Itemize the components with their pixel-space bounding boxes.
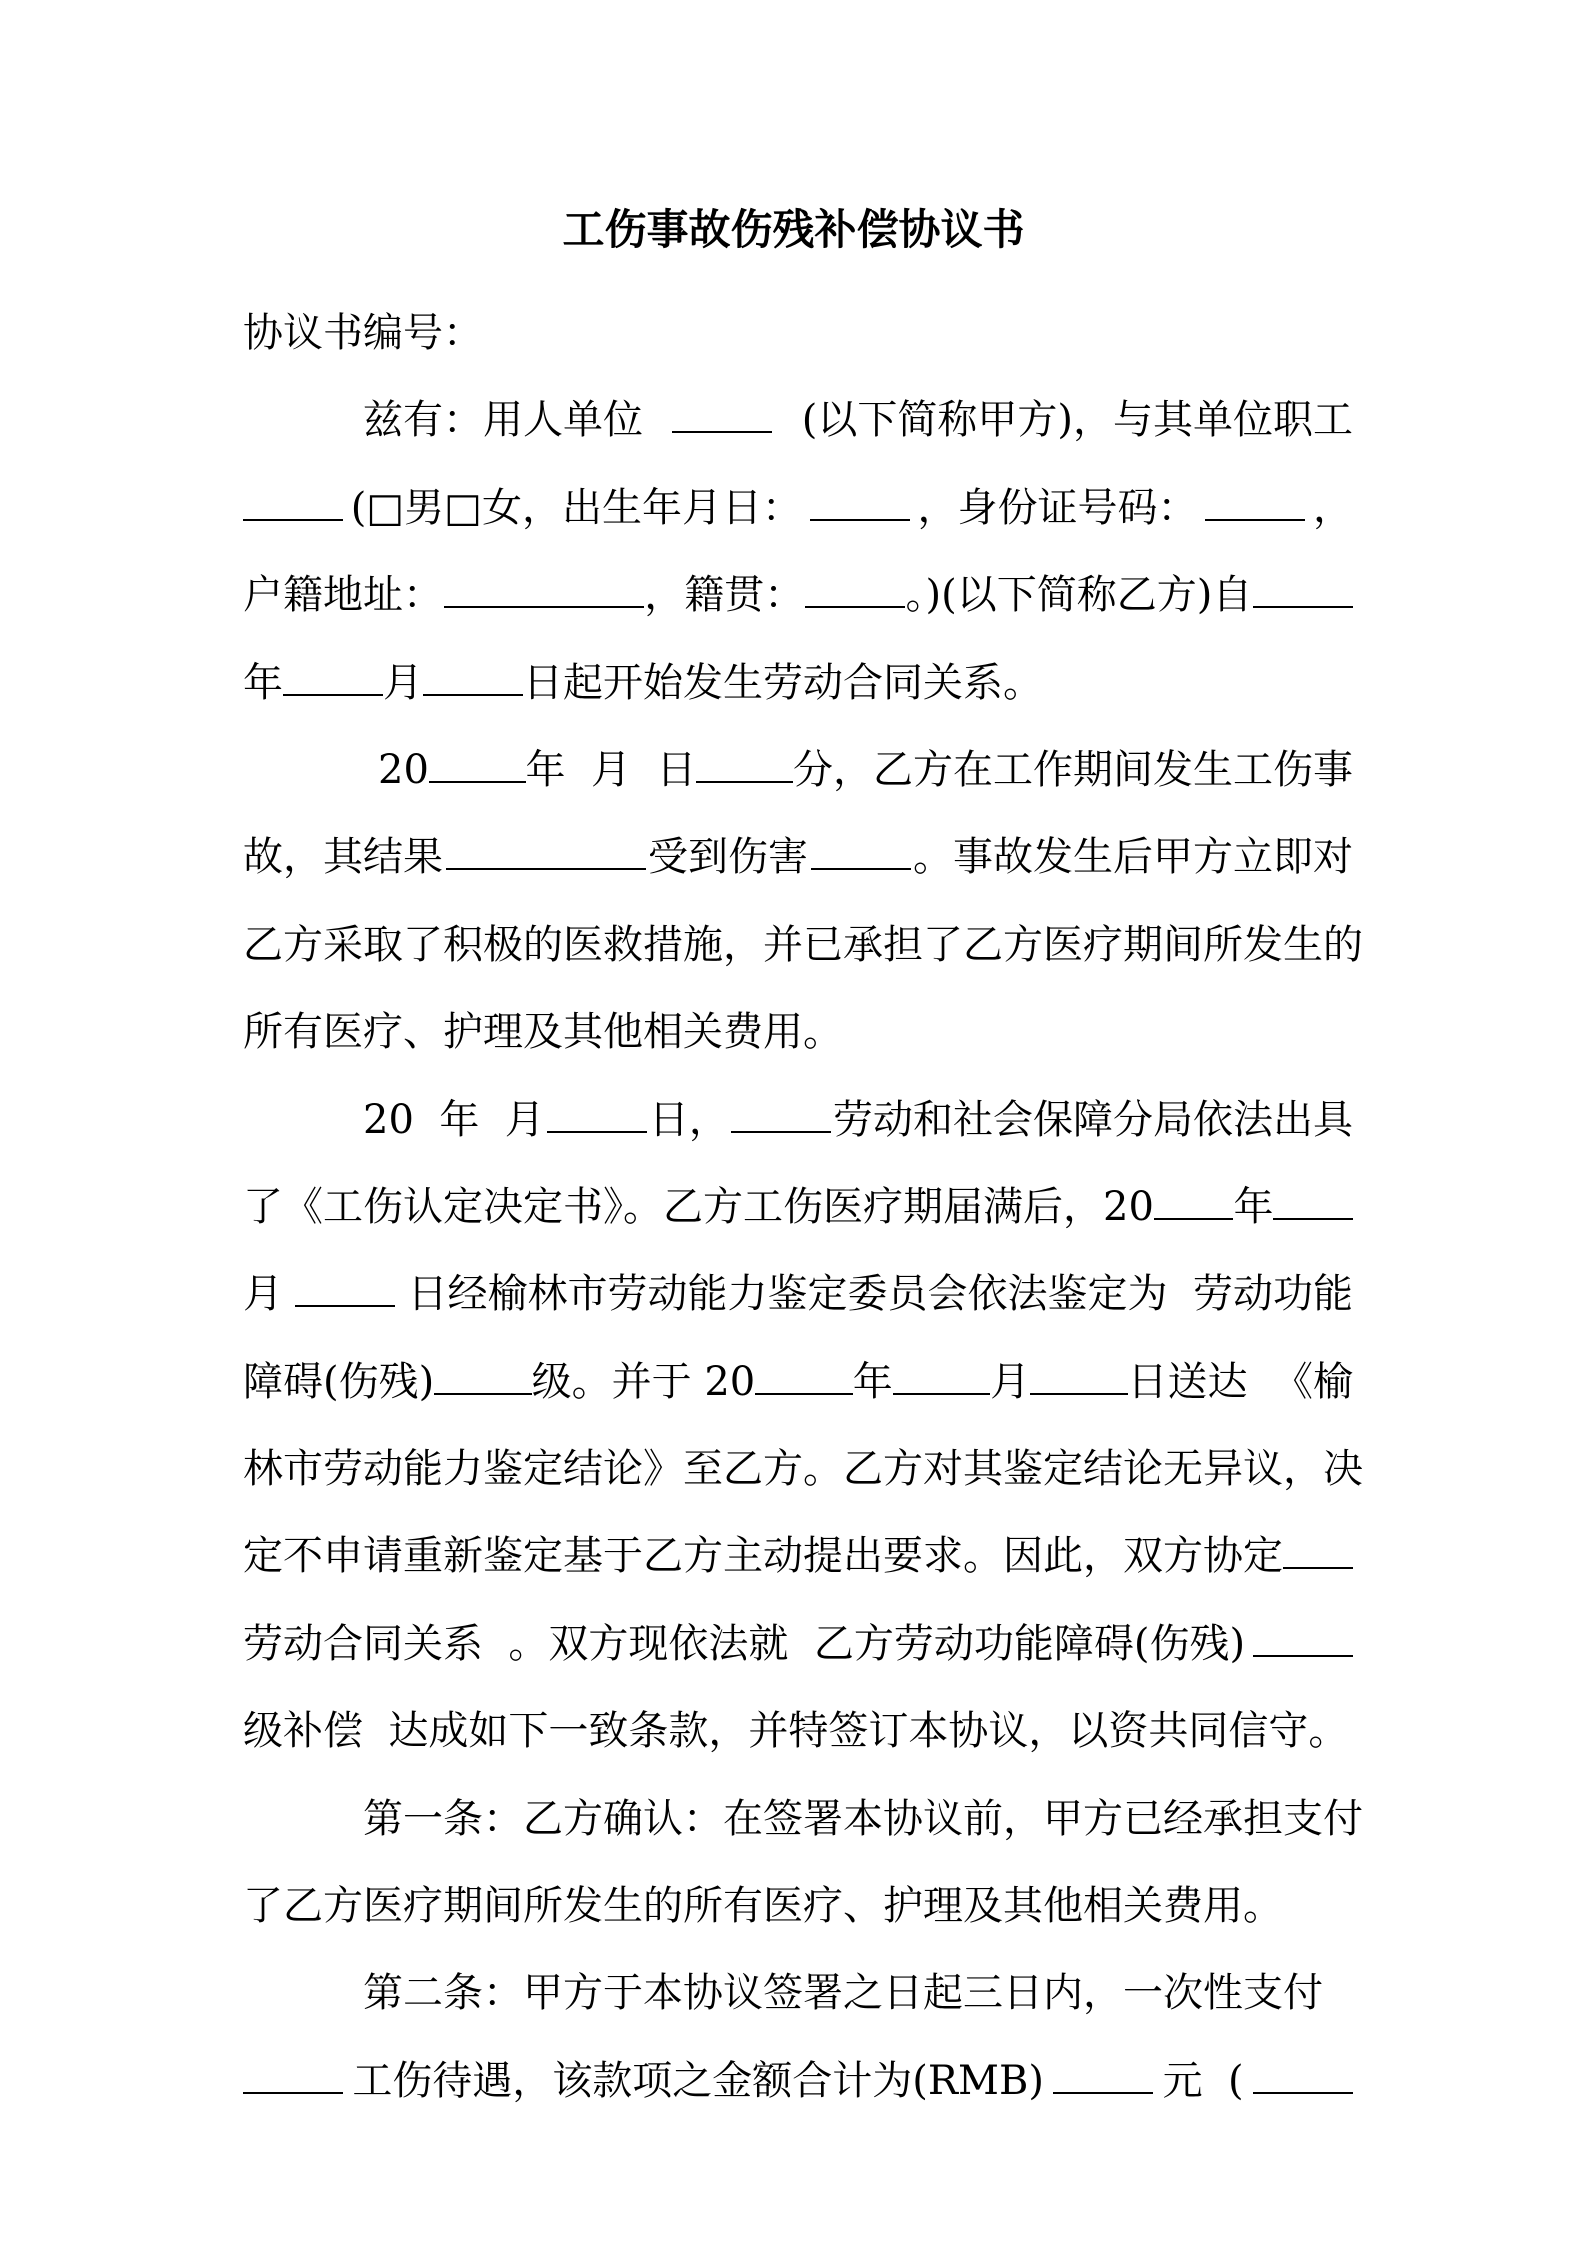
line-5: [243, 727, 1353, 814]
line-1: [243, 377, 1353, 464]
text-segment: 了《工伤认定决定书》。乙方工伤医疗期届满后，20: [243, 1183, 1154, 1230]
text-segment: 级补偿 达成如下一致条款，并特签订本协议，以资共同信守。: [243, 1708, 1349, 1755]
document-body: [243, 290, 1363, 2125]
text-segment: 兹有：用人单位: [363, 397, 643, 444]
blank-appraisal-year: [1154, 1188, 1234, 1220]
blank-start-day: [423, 664, 523, 696]
blank-amount: [1053, 2062, 1153, 2094]
blank-appraisal-month: [1273, 1188, 1353, 1220]
blank-start-month: [283, 664, 383, 696]
line-3: [243, 552, 1353, 639]
blank-compensation-level: [1253, 1625, 1353, 1657]
text-segment: ，籍贯：: [644, 572, 805, 619]
blank-employee-name: [243, 489, 343, 521]
line-13: [243, 1426, 1363, 1513]
text-segment: 了乙方医疗期间所发生的所有医疗、护理及其他相关费用。: [243, 1883, 1283, 1930]
blank-start-year: [1253, 576, 1353, 608]
text-segment: 。)(以下简称乙方)自: [905, 572, 1253, 619]
text-segment: 月: [383, 659, 423, 706]
blank-benefit-type: [243, 2062, 343, 2094]
text-segment: 户籍地址：: [243, 572, 443, 619]
line-4: [243, 640, 1353, 727]
text-segment: 故，其结果: [243, 834, 443, 881]
text-segment: 工伤待遇，该款项之金额合计为(RMB): [352, 2057, 1044, 2104]
line-11: [243, 1251, 1353, 1338]
line-10: [243, 1164, 1353, 1251]
text-segment: (以下简称甲方)，与其单位职工: [801, 397, 1353, 444]
line-12: [243, 1339, 1353, 1426]
line-9: [243, 1077, 1353, 1164]
text-segment: 定不申请重新鉴定基于乙方主动提出要求。因此，双方协定: [243, 1533, 1283, 1580]
blank-delivery-month: [893, 1363, 990, 1395]
text-segment: 月: [990, 1358, 1031, 1405]
text-segment: 日送达 《榆: [1127, 1358, 1353, 1405]
text-segment: 日经榆林市劳动能力鉴定委员会依法鉴定为 劳动功能: [407, 1271, 1353, 1318]
blank-accident-time: [696, 751, 793, 783]
text-segment: 。事故发生后甲方立即对: [913, 834, 1353, 881]
line-agreement-number: [243, 290, 1353, 377]
line-8: [243, 989, 1353, 1076]
line-16: [243, 1688, 1353, 1775]
blank-employer: [672, 401, 772, 433]
text-segment: 年: [243, 659, 283, 706]
text-segment: 乙方采取了积极的医救措施，并已承担了乙方医疗期间所发生的: [243, 921, 1363, 968]
blank-recognition-day: [547, 1101, 647, 1133]
text-segment: 所有医疗、护理及其他相关费用。: [243, 1009, 843, 1056]
document-title: 工伤事故伤残补偿协议书: [562, 205, 1025, 254]
text-segment: 月: [243, 1271, 283, 1318]
blank-bureau: [731, 1101, 831, 1133]
text-segment: 日，: [648, 1096, 729, 1143]
blank-accident-year: [429, 751, 526, 783]
text-segment: (□男□女，出生年月日：: [350, 484, 802, 531]
text-segment: ，身份证号码：: [917, 484, 1198, 531]
text-segment: ，: [1312, 484, 1353, 531]
text-segment: 分，乙方在工作期间发生工伤事: [792, 746, 1353, 793]
blank-contract-action: [1283, 1537, 1353, 1569]
text-segment: 年: [1233, 1183, 1274, 1230]
line-6: [243, 814, 1353, 901]
line-15: [243, 1601, 1353, 1688]
text-segment: 20: [378, 746, 429, 793]
text-segment: 第二条：甲方于本协议签署之日起三日内，一次性支付: [363, 1970, 1323, 2017]
line-17: [243, 1776, 1363, 1863]
text-segment: 受到伤害: [648, 834, 808, 881]
text-segment: 劳动合同关系 。双方现依法就 乙方劳动功能障碍(伤残): [243, 1620, 1246, 1667]
line-19: [243, 1950, 1353, 2037]
line-20: [243, 2038, 1353, 2125]
text-segment: 第一条：乙方确认：在签署本协议前，甲方已经承担支付: [363, 1795, 1363, 1842]
blank-injury: [811, 838, 911, 870]
blank-address: [444, 576, 644, 608]
text-segment: 协议书编号：: [243, 310, 483, 356]
text-segment: 级。并于 20: [531, 1358, 756, 1405]
text-segment: 劳动和社会保障分局依法出具: [832, 1096, 1353, 1143]
blank-native-place: [805, 576, 905, 608]
line-14: [243, 1513, 1353, 1600]
blank-appraisal-day: [295, 1275, 395, 1307]
text-segment: 年: [852, 1358, 893, 1405]
blank-birth-date: [810, 489, 910, 521]
blank-id-number: [1205, 489, 1305, 521]
line-7: [243, 902, 1363, 989]
text-segment: 元 (: [1162, 2057, 1244, 2104]
line-18: [243, 1863, 1353, 1950]
text-segment: 林市劳动能力鉴定结论》至乙方。乙方对其鉴定结论无异议，决: [243, 1446, 1363, 1493]
blank-amount-uppercase: [1253, 2062, 1353, 2094]
blank-delivery-year: [755, 1363, 852, 1395]
text-segment: 障碍(伤残): [243, 1358, 435, 1405]
text-segment: 日起开始发生劳动合同关系。: [523, 659, 1043, 706]
blank-disability-level: [434, 1363, 531, 1395]
blank-delivery-day: [1030, 1363, 1127, 1395]
text-segment: 年 月 日: [525, 746, 697, 793]
blank-result: [446, 838, 646, 870]
text-segment: 20 年 月: [363, 1096, 545, 1143]
line-2: [243, 465, 1353, 552]
